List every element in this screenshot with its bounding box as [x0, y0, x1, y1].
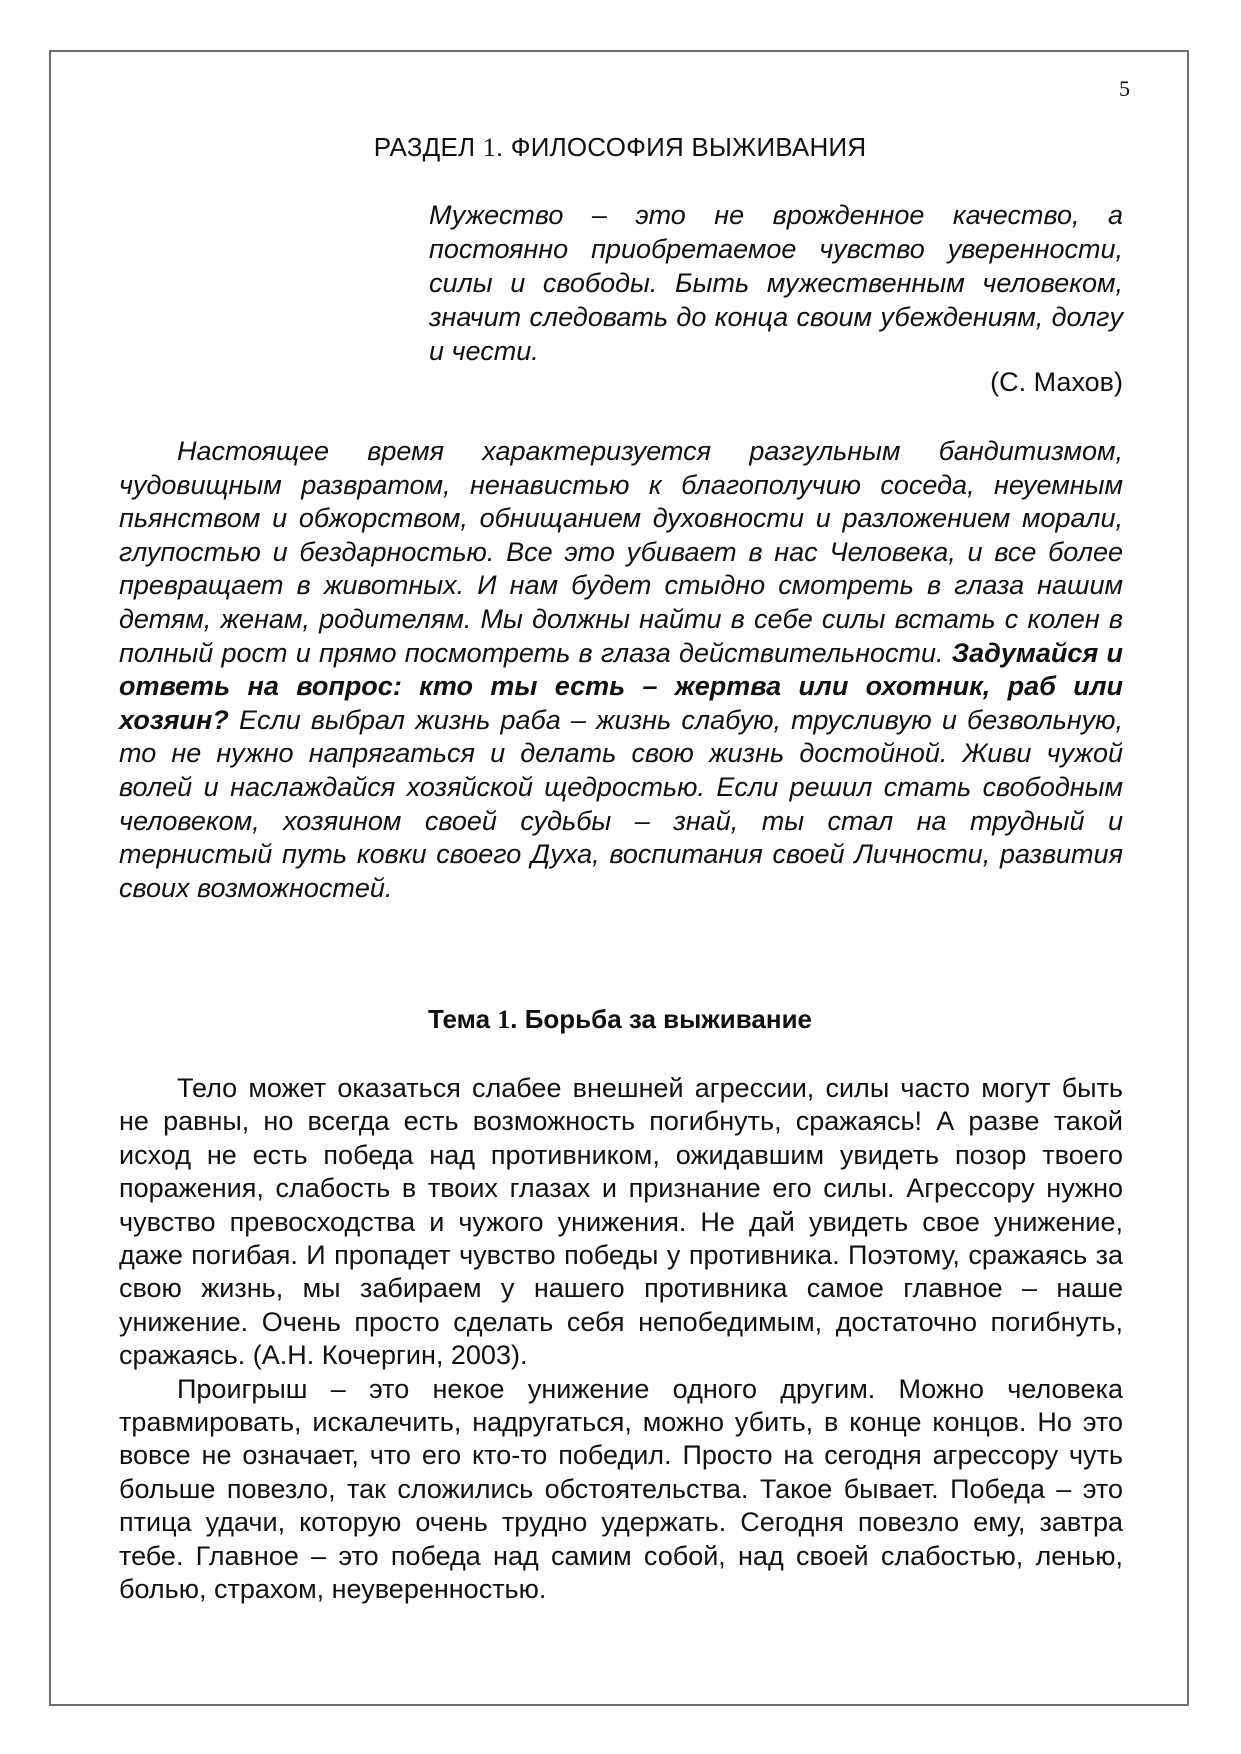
topic-heading — [120, 1004, 1120, 1035]
epigraph-quote: Мужество – это не врожденное качество, а постоянно приобретаемое чувство уверенности, силы и свободы. Быть мужественным человеком, значит следовать до конца своим убеждениям, долгу и чести. — [429, 200, 1123, 366]
intro-text-end: Если выбрал жизнь раба – жизнь слабую, трусливую и безвольную, то не нужно напрягаться и делать свою жизнь достойной. Живи чужой волей и наслаждайся хозяйской щедростью. Если решил стать свободным человеком, хозяином своей судьбы – знай, ты стал на трудный и тернистый путь ковки своего Духа, воспитания своей Личности, развития своих возможностей. — [119, 704, 1123, 903]
section-heading-number: 1 — [482, 133, 496, 162]
intro-paragraph — [119, 435, 1123, 905]
body-paragraph: Тело может оказаться слабее внешней агрессии, силы часто могут быть не равны, но всегда есть возможность погибнуть, сражаясь! А разве такой исход не есть победа над противником, ожидавшим увидеть позор твоего поражения, слабость в твоих глазах и признание его силы. Агрессору нужно чувство превосходства и чужого унижения. Не дай увидеть свое унижение, даже погибая. И пропадет чувство победы у противника. Поэтому, сражаясь за свою жизнь, мы забираем у нашего противника самое главное – наше унижение. Очень просто сделать себя непобедимым, достаточно погибнуть, сражаясь. (А.Н. Кочергин, 2003). — [119, 1073, 1123, 1371]
epigraph-author: (С. Махов) — [990, 367, 1123, 397]
section-heading — [120, 132, 1120, 163]
topic-heading-title: . Борьба за выживание — [510, 1004, 813, 1034]
intro-text-start: Настоящее время характеризуется разгульным бандитизмом, чудовищным развратом, ненавистью к благополучию соседа, неуемным пьянством и обжорством, обнищанием духовности и разложением морали, глупостью и бездарностью. Все это убивает в нас Человека, и все более превращает в животных. И нам будет стыдно смотреть в глаза нашим детям, женам, родителям. Мы должны найти в себе силы встать с колен в полный рост и прямо посмотреть в глаза действительности. — [119, 436, 1123, 668]
section-heading-prefix: РАЗДЕЛ — [373, 132, 476, 162]
page-number: 5 — [1119, 76, 1130, 101]
intro-bold-question: Задумайся и ответь на вопрос: кто ты есть – жертва или охотник, раб или хозяин? — [119, 637, 1123, 735]
topic-heading-number: 1 — [497, 1005, 511, 1034]
body-text — [119, 1072, 1123, 1607]
section-heading-title: . ФИЛОСОФИЯ ВЫЖИВАНИЯ — [495, 132, 867, 162]
topic-heading-prefix: Тема — [427, 1004, 491, 1034]
body-paragraph: Проигрыш – это некое унижение одного другим. Можно человека травмировать, искалечить, надругаться, можно убить, в конце концов. Но это вовсе не означает, что его кто-то победил. Просто на сегодня агрессору чуть больше повезло, так сложились обстоятельства. Такое бывает. Победа – это птица удачи, которую очень трудно удержать. Сегодня повезло ему, завтра тебе. Главное – это победа над самим собой, над своей слабостью, ленью, болью, страхом, неуверенностью. — [119, 1373, 1123, 1605]
